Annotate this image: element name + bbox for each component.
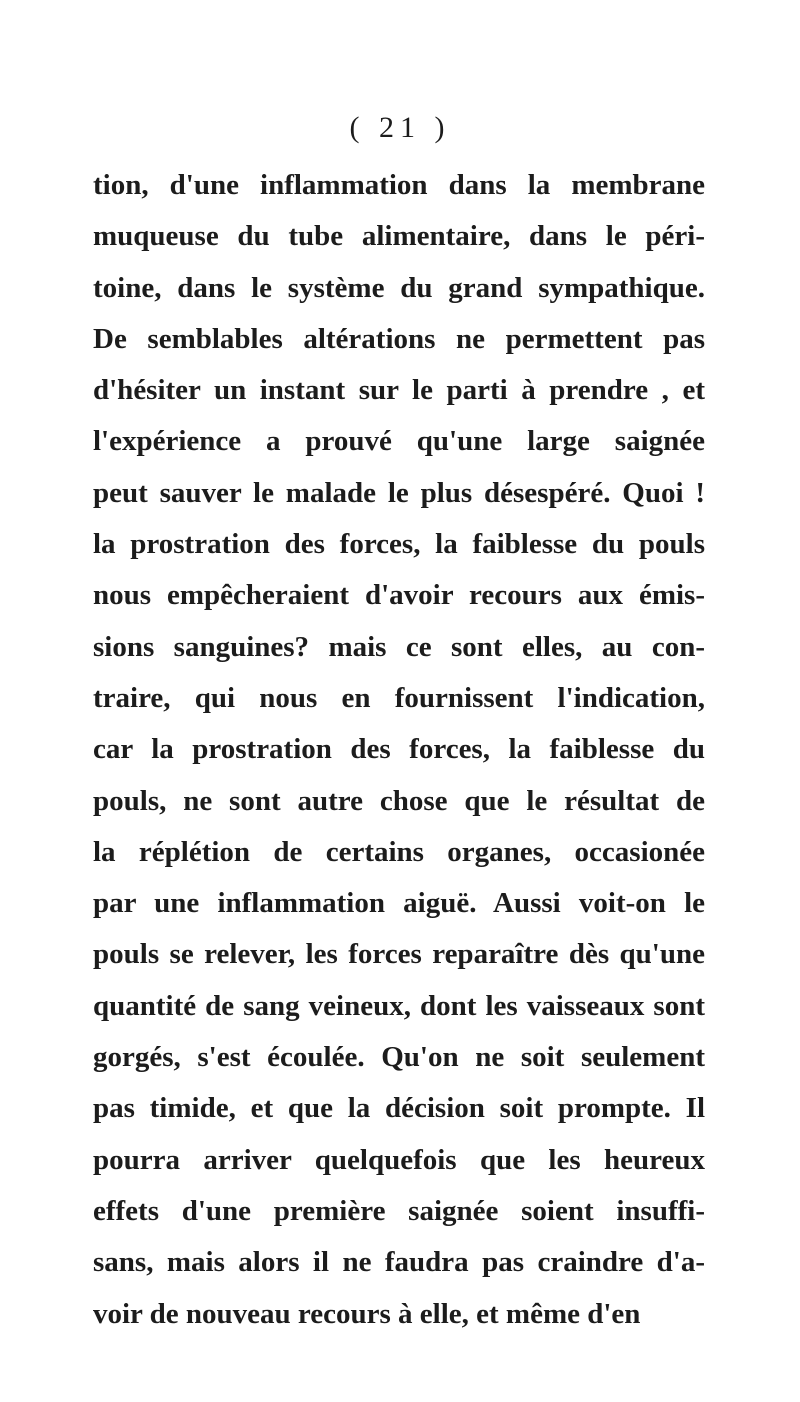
text-line-22: sans, mais alors il ne faudra pas craindre d'a- [93, 1246, 705, 1279]
text-line-23: voir de nouveau recours à elle, et même d'en [93, 1297, 641, 1330]
text-line-19: pas timide, et que la décision soit prompte. Il [93, 1092, 705, 1125]
body-text [93, 160, 705, 1340]
text-line-4: De semblables altérations ne permettent pas [93, 322, 705, 355]
text-line-12: car la prostration des forces, la faiblesse du [93, 733, 705, 766]
text-line-5: d'hésiter un instant sur le parti à prendre , et [93, 374, 705, 407]
text-line-16: pouls se relever, les forces reparaître dès qu'une [93, 938, 705, 971]
text-line-10: sions sanguines? mais ce sont elles, au con- [93, 630, 705, 663]
text-line-11: traire, qui nous en fournissent l'indication, [93, 681, 705, 714]
text-line-20: pourra arriver quelquefois que les heureux [93, 1143, 705, 1176]
text-line-6: l'expérience a prouvé qu'une large saignée [93, 425, 705, 458]
text-line-17: quantité de sang veineux, dont les vaisseaux sont [93, 989, 705, 1022]
text-line-3: toine, dans le système du grand sympathique. [93, 271, 705, 304]
text-line-1: tion, d'une inflammation dans la membrane [93, 169, 705, 201]
text-line-15: par une inflammation aiguë. Aussi voit-on le [93, 887, 705, 920]
text-line-8: la prostration des forces, la faiblesse du pouls [93, 528, 705, 561]
text-line-13: pouls, ne sont autre chose que le résultat de [93, 784, 705, 817]
text-line-2: muqueuse du tube alimentaire, dans le péri- [93, 220, 705, 253]
text-line-9: nous empêcheraient d'avoir recours aux émis- [93, 579, 705, 612]
page-number: ( 21 ) [349, 111, 451, 144]
text-line-7: peut sauver le malade le plus désespéré. Quoi ! [93, 476, 705, 509]
text-line-21: effets d'une première saignée soient insuffi- [93, 1194, 705, 1227]
text-line-18: gorgés, s'est écoulée. Qu'on ne soit seulement [93, 1041, 705, 1074]
text-line-14: la réplétion de certains organes, occasionée [93, 835, 705, 868]
